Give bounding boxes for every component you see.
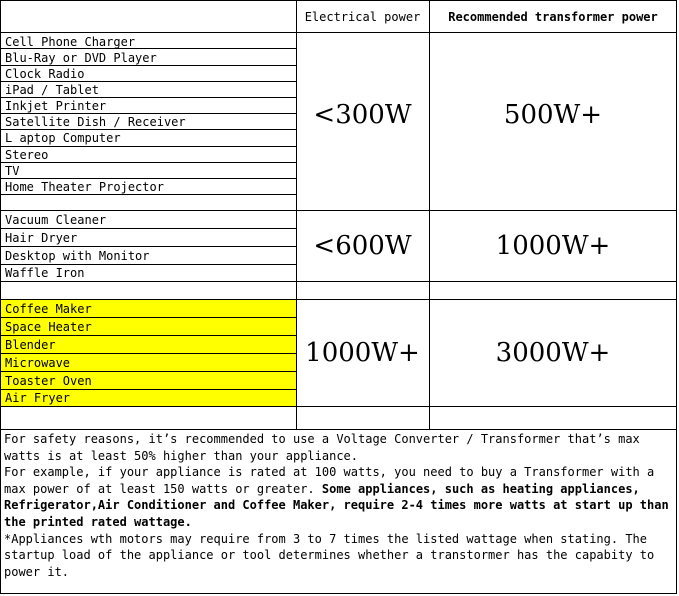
group2-power: <600W: [313, 231, 412, 261]
list-item: Coffee Maker: [5, 302, 92, 316]
group3-power: 1000W+: [305, 338, 420, 368]
list-item: Space Heater: [5, 320, 92, 334]
list-item: Microwave: [5, 356, 71, 370]
note-motors: *Appliances wth motors may require from 3 to 7 times the listed wattage when stating. The startup load of the appliance or tool determines whether a transtormer has the capabity to power it.: [4, 531, 655, 579]
list-item: Waffle Iron: [5, 266, 85, 280]
list-item: Inkjet Printer: [5, 99, 107, 113]
list-item: Desktop with Monitor: [5, 249, 150, 263]
header-electrical-power: Electrical power: [304, 10, 421, 24]
list-item: Satellite Dish / Receiver: [5, 115, 186, 129]
list-item: Air Fryer: [5, 391, 71, 405]
list-item: TV: [5, 164, 20, 178]
note-example-text: For example, if your appliance is rated at 100 watts, you need to buy a Transformer with a max power of at least 150 watts or greater.: [4, 465, 655, 496]
note-example: [4, 464, 674, 530]
note-safety: For safety reasons, it’s recommended to use a Voltage Converter / Transformer that’s max watts is at least 50% higher than your appliance.: [4, 432, 640, 463]
list-item: L aptop Computer: [5, 131, 121, 145]
list-item: Stereo: [5, 148, 49, 162]
list-item: Cell Phone Charger: [5, 35, 136, 49]
header-recommended-power: Recommended transformer power: [448, 10, 658, 24]
list-item: Blender: [5, 338, 56, 352]
list-item: Home Theater Projector: [5, 180, 164, 194]
list-item: Blu-Ray or DVD Player: [5, 51, 157, 65]
list-item: Toaster Oven: [5, 374, 92, 388]
list-item: iPad / Tablet: [5, 83, 99, 97]
list-item: Hair Dryer: [5, 231, 78, 245]
group2-recommended: 1000W+: [495, 231, 611, 261]
group1-power: <300W: [313, 100, 412, 130]
group1-recommended: 500W+: [503, 100, 603, 130]
safety-notes: [4, 431, 674, 580]
list-item: Vacuum Cleaner: [5, 213, 107, 227]
group3-recommended: 3000W+: [495, 338, 611, 368]
note-startup-warning: Some appliances, such as heating appliances, Refrigerator,Air Conditioner and Coffee Maker, require 2-4 times more watts at start up than the printed rated wattage.: [4, 481, 669, 529]
list-item: Clock Radio: [5, 67, 85, 81]
